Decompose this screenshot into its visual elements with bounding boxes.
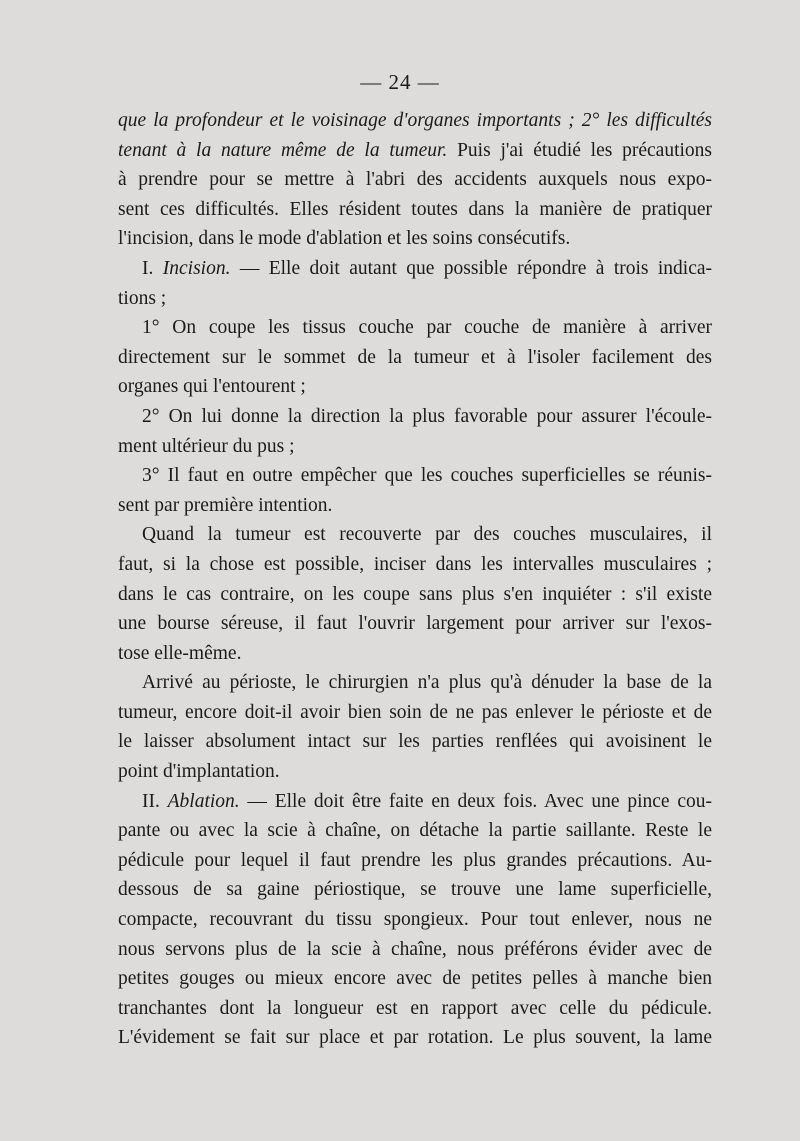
- text-line: [118, 964, 712, 994]
- section-title: Incision.: [162, 257, 231, 279]
- text-line: [118, 668, 712, 698]
- text-run: l'incision, dans le mode d'ablation et les soins consécutifs.: [118, 228, 571, 250]
- text-line: [118, 935, 712, 965]
- text-run: L'évidement se fait sur place et par rotation. Le plus souvent, la lame: [118, 1027, 712, 1049]
- text-line: [118, 313, 712, 343]
- text-run: dans le cas contraire, on les coupe sans plus s'en inquiéter : s'il existe: [118, 583, 712, 605]
- italic-run: que la profondeur et le voisinage d'organes importants ; 2° les difficultés: [118, 110, 712, 131]
- text-run: dessous de sa gaine périostique, se trouve une lame superficielle,: [118, 879, 712, 901]
- text-line: [118, 343, 712, 373]
- text-run: Arrivé au périoste, le chirurgien n'a plus qu'à dénuder la base de la: [142, 672, 712, 694]
- text-line: [118, 816, 712, 846]
- text-run: tions ;: [118, 287, 167, 309]
- text-line: [118, 432, 712, 462]
- section-number: II.: [142, 790, 168, 812]
- text-run: à prendre pour se mettre à l'abri des accidents auxquels nous expo-: [118, 169, 712, 191]
- text-line: [118, 461, 712, 491]
- text-run: Puis j'ai étudié les précautions: [447, 139, 713, 161]
- text-run: compacte, recouvrant du tissu spongieux. Pour tout enlever, nous ne: [118, 909, 712, 931]
- text-run: tranchantes dont la longueur est en rapport avec celle du pédicule.: [118, 997, 712, 1019]
- text-run: sent par première intention.: [118, 494, 333, 516]
- text-run: point d'implantation.: [118, 761, 280, 783]
- text-line: [118, 106, 712, 136]
- text-line: [118, 491, 712, 521]
- text-line: [118, 609, 712, 639]
- text-line: [118, 727, 712, 757]
- italic-run: tenant à la nature même de la tumeur.: [118, 139, 448, 161]
- text-run: pédicule pour lequel il faut prendre les plus grandes précautions. Au-: [118, 849, 712, 871]
- text-line: [118, 905, 712, 935]
- text-run: le laisser absolument intact sur les parties renflées qui avoisinent le: [118, 731, 712, 753]
- text-line: [118, 550, 712, 580]
- text-line: [118, 994, 712, 1024]
- text-line: [118, 224, 712, 254]
- text-run: tose elle-même.: [118, 642, 242, 664]
- text-run: une bourse séreuse, il faut l'ouvrir largement pour arriver sur l'exos-: [118, 613, 712, 635]
- body-text: [118, 106, 712, 1053]
- text-line: [118, 165, 712, 195]
- section-title: Ablation.: [167, 790, 240, 812]
- text-run: nous servons plus de la scie à chaîne, nous préférons évider avec de: [118, 938, 712, 960]
- text-run: tumeur, encore doit-il avoir bien soin de ne pas enlever le périoste et de: [118, 701, 712, 723]
- text-run: pante ou avec la scie à chaîne, on détache la partie saillante. Reste le: [118, 820, 712, 842]
- text-run: organes qui l'entourent ;: [118, 376, 306, 398]
- text-line: [118, 520, 712, 550]
- text-run: 3° Il faut en outre empêcher que les couches superficielles se réunis-: [142, 465, 712, 487]
- text-line: [118, 284, 712, 314]
- text-line: [118, 402, 712, 432]
- text-run: sent ces difficultés. Elles résident toutes dans la manière de pratiquer: [118, 198, 712, 220]
- text-line: [118, 639, 712, 669]
- text-run: — Elle doit autant que possible répondre à trois indica-: [230, 257, 713, 279]
- text-run: — Elle doit être faite en deux fois. Avec une pince cou-: [239, 790, 712, 812]
- text-run: 2° On lui donne la direction la plus favorable pour assurer l'écoule-: [142, 405, 712, 427]
- section-heading-incision: [118, 254, 712, 284]
- text-line: [118, 580, 712, 610]
- text-line: [118, 698, 712, 728]
- section-number: I.: [142, 257, 163, 279]
- text-line: [118, 136, 712, 166]
- text-run: petites gouges ou mieux encore avec de petites pelles à manche bien: [118, 968, 712, 990]
- text-line: [118, 195, 712, 225]
- text-line: [118, 372, 712, 402]
- text-run: 1° On coupe les tissus couche par couche de manière à arriver: [142, 317, 712, 339]
- text-run: faut, si la chose est possible, inciser dans les intervalles musculaires ;: [118, 553, 712, 575]
- page-number: — 24 —: [360, 70, 440, 94]
- text-run: Quand la tumeur est recouverte par des couches musculaires, il: [142, 524, 712, 546]
- text-run: ment ultérieur du pus ;: [118, 435, 295, 457]
- section-heading-ablation: [118, 787, 712, 817]
- text-line: [118, 846, 712, 876]
- text-line: [118, 1023, 712, 1053]
- text-line: [118, 757, 712, 787]
- text-run: directement sur le sommet de la tumeur et à l'isoler facilement des: [118, 346, 712, 368]
- text-line: [118, 875, 712, 905]
